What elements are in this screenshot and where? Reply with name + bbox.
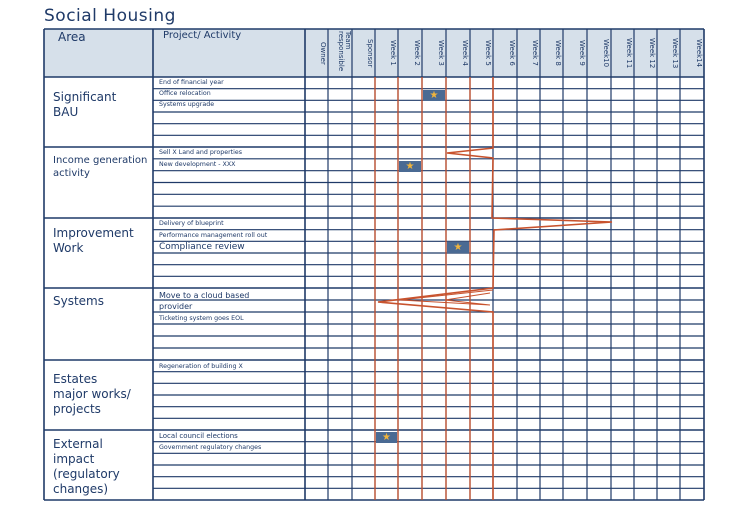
activity-cloud-provider: Move to a cloud based provider: [159, 291, 250, 312]
milestone-star-icon: ★: [447, 242, 469, 253]
activity-end-of-financial-year: End of financial year: [159, 79, 224, 86]
header-week-3: Week 3: [437, 40, 445, 66]
header-week-11: Week 11: [625, 37, 633, 69]
header-week-6: Week 6: [508, 40, 516, 66]
activity-systems-upgrade: Systems upgrade: [159, 101, 215, 108]
header-week-10: Week10: [602, 38, 610, 68]
header-week-12: Week 12: [648, 37, 656, 69]
header-week-1: Week 1: [389, 40, 397, 66]
activity-ticketing-system-eol: Ticketing system goes EOL: [159, 315, 244, 322]
activity-office-relocation: Office relocation: [159, 90, 211, 97]
header-sponsor: Sponsor: [366, 38, 374, 68]
header-week-9: Week 9: [578, 40, 586, 66]
activity-performance-management: Performance management roll out: [159, 232, 268, 239]
header-team: Team responsible: [337, 31, 352, 72]
header-area: Area: [58, 30, 86, 44]
header-week-7: Week 7: [531, 40, 539, 66]
activity-delivery-of-blueprint: Delivery of blueprint: [159, 220, 224, 227]
header-owner: Owner: [319, 41, 327, 65]
header-week-8: Week 8: [554, 40, 562, 66]
header-week-4: Week 4: [461, 40, 469, 66]
activity-compliance-review: Compliance review: [159, 242, 245, 252]
header-week-5: Week 5: [484, 40, 492, 66]
chart-title: Social Housing: [44, 6, 176, 26]
area-income-generation: Income generation activity: [53, 155, 148, 179]
activity-regeneration-building: Regeneration of building X: [159, 363, 243, 370]
activity-new-development: New development - XXX: [159, 161, 236, 168]
area-improvement-work: Improvement Work: [53, 226, 134, 255]
header-week-13: Week 13: [671, 37, 679, 69]
activity-sell-land: Sell X Land and properties: [159, 149, 243, 156]
milestone-star-icon: ★: [423, 90, 445, 101]
milestone-star-icon: ★: [376, 432, 397, 443]
activity-government-regulatory-changes: Government regulatory changes: [159, 444, 262, 451]
milestone-star-icon: ★: [399, 161, 421, 172]
header-week-2: Week 2: [413, 40, 421, 66]
header-week-14: Week14: [695, 38, 703, 68]
area-estates: Estates major works/ projects: [53, 372, 131, 416]
area-significant-bau: Significant BAU: [53, 90, 117, 119]
activity-local-council-elections: Local council elections: [159, 432, 238, 440]
header-project: Project/ Activity: [163, 30, 242, 41]
area-external-impact: External impact (regulatory changes): [53, 437, 120, 496]
area-systems: Systems: [53, 294, 104, 308]
